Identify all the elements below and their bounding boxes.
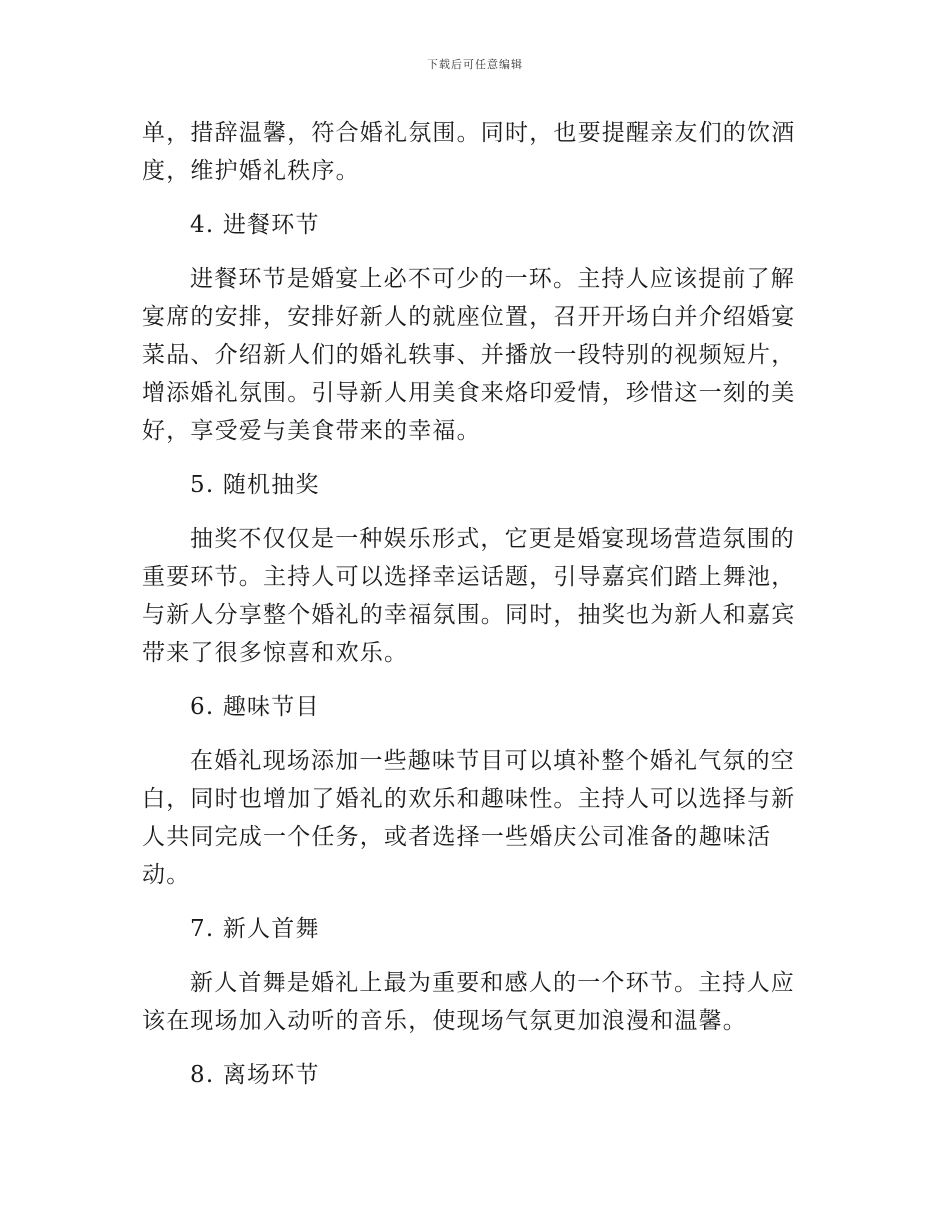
paragraph-first-dance: 新人首舞是婚礼上最为重要和感人的一个环节。主持人应该在现场加入动听的音乐，使现场气氛更加浪漫和温馨。 <box>142 970 795 1034</box>
paragraph-dining: 进餐环节是婚宴上必不可少的一环。主持人应该提前了解宴席的安排，安排好新人的就座位置，召开开场白并介绍婚宴菜品、介绍新人们的婚礼轶事、并播放一段特别的视频短片，增添婚礼氛围。引导新人用美食来烙印爱情，珍惜这一刻的美好，享受爱与美食带来的幸福。 <box>142 266 796 444</box>
section-heading-6: 6. 趣味节目 <box>190 694 320 720</box>
section-heading-8: 8. 离场环节 <box>190 1062 320 1088</box>
section-heading-5: 5. 随机抽奖 <box>190 472 320 498</box>
paragraph-continued: 单，措辞温馨，符合婚礼氛围。同时，也要提醒亲友们的饮酒度，维护婚礼秩序。 <box>142 120 796 184</box>
document-body <box>142 114 814 1094</box>
paragraph-lottery: 抽奖不仅仅是一种娱乐形式，它更是婚宴现场营造氛围的重要环节。主持人可以选择幸运话题，引导嘉宾们踏上舞池，与新人分享整个婚礼的幸福氛围。同时，抽奖也为新人和嘉宾带来了很多惊喜和欢乐。 <box>142 526 796 666</box>
section-heading-7: 7. 新人首舞 <box>190 916 320 942</box>
page-header: 下载后可任意编辑 <box>427 58 523 71</box>
paragraph-fun-program: 在婚礼现场添加一些趣味节目可以填补整个婚礼气氛的空白，同时也增加了婚礼的欢乐和趣味性。主持人可以选择与新人共同完成一个任务，或者选择一些婚庆公司准备的趣味活动。 <box>142 748 796 888</box>
section-heading-4: 4. 进餐环节 <box>190 212 320 238</box>
